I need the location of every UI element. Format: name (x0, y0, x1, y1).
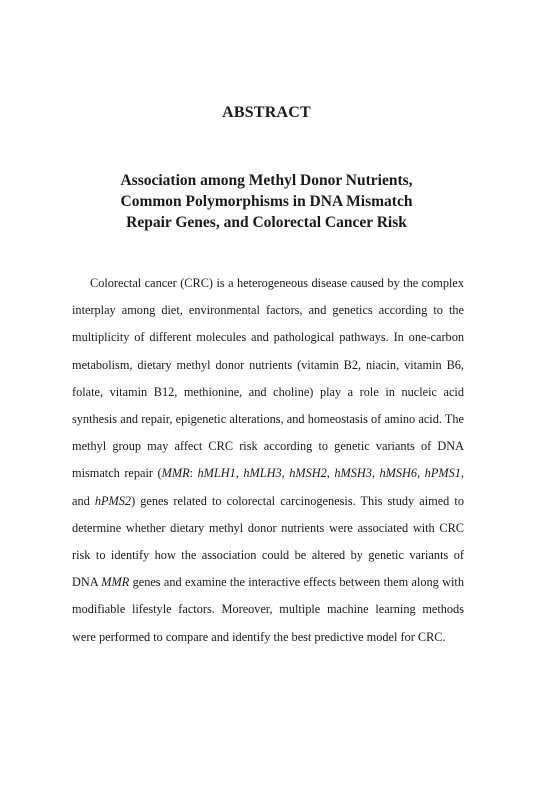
title-line-2: Common Polymorphisms in DNA Mismatch (120, 193, 413, 210)
separator: : (189, 466, 198, 481)
separator: , (235, 466, 244, 481)
gene-hpms1: hPMS1 (424, 466, 461, 481)
gene-hmlh3: hMLH3 (243, 466, 282, 481)
text-segment-2: ) genes related to colorectal carcinogenesis. This study aimed to determine whether dietary methyl donor nutrients were associated with CRC risk to identify how the association could be altered by genetic variants of DNA (72, 493, 464, 590)
gene-hmsh3: hMSH3 (334, 466, 372, 481)
separator: , and (72, 466, 464, 508)
abstract-body (72, 270, 464, 651)
gene-mmr: MMR (161, 466, 190, 481)
gene-hpms2: hPMS2 (94, 493, 132, 508)
text-segment-3: genes and examine the interactive effects between them along with modifiable lifestyle factors. Moreover, multiple machine learning methods were performed to compare and identify the best predictive model for CRC. (72, 575, 464, 644)
separator: , (371, 466, 380, 481)
separator: , (281, 466, 290, 481)
gene-hmlh1: hMLH1 (197, 466, 236, 481)
abstract-paragraph (72, 270, 464, 651)
separator: , (326, 466, 335, 481)
abstract-heading: ABSTRACT (222, 104, 311, 121)
gene-hmsh2: hMSH2 (289, 466, 327, 481)
title-line-1: Association among Methyl Donor Nutrients, (120, 172, 413, 189)
gene-hmsh6: hMSH6 (379, 466, 418, 481)
separator: , (417, 466, 425, 481)
gene-mmr-2: MMR (101, 575, 130, 590)
paper-title (60, 170, 473, 233)
title-line-3: Repair Genes, and Colorectal Cancer Risk (126, 214, 407, 231)
text-segment-1: Colorectal cancer (CRC) is a heterogeneous disease caused by the complex interplay among diet, environmental factors, and genetics according to the multiplicity of different molecules and pathological pathways. In one-carbon metabolism, dietary methyl donor nutrients (vitamin B2, niacin, vitamin B6, folate, vitamin B12, methionine, and choline) play a role in nucleic acid synthesis and repair, epigenetic alterations, and homeostasis of amino acid. The methyl group may affect CRC risk according to genetic variants of DNA mismatch repair ( (72, 276, 464, 481)
